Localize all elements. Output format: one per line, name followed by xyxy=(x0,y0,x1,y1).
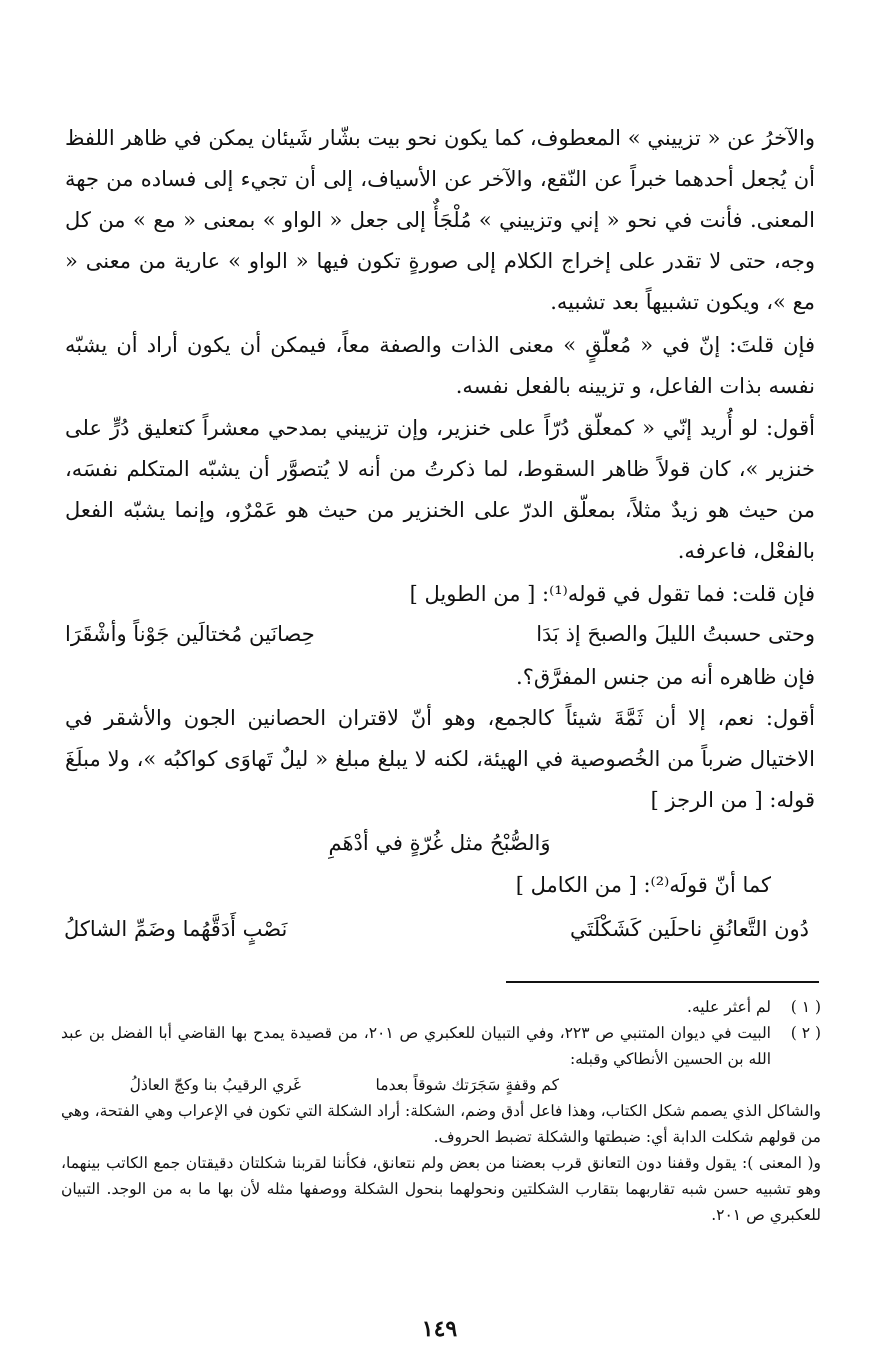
paragraph-3 xyxy=(65,408,815,572)
footnote-2 xyxy=(61,1020,821,1072)
footnote-separator xyxy=(506,981,819,983)
footnote-2-meaning: و( المعنى ): يقول وقفنا دون التعانق قرب بعضنا من بعض ولم نتعانق، فكأننا لقربنا شكلتان دقيقتان جمع الكاتب بينهما، وهو تشبيه حسن شبه تقاربهما بتقارب الشكلتين ونحولهما بنحول الشكلة ووصفها مثله لأن بها ما به من الوجد. التبيان للعكبري ص ٢٠١. xyxy=(61,1154,821,1224)
paragraph-1-text: والآخرُ عن « تزييني » المعطوف، كما يكون نحو بيت بشّار شَيئان يمكن في ظاهر اللفظ أن يُجعل أحدهما خبراً عن النّقع، والآخر عن الأسياف، إلى أن تجيء إلى فساده من جهة المعنى. فأنت في نحو « إني وتزييني » مُلْجَأٌ إلى جعل « الواو » بمعنى « مع » من كل وجه، حتى لا تقدر على إخراج الكلام إلى صورةٍ تكون فيها « الواو » عارية من معنى « مع »، ويكون تشبيهاً بعد تشبيه. xyxy=(65,126,815,314)
question-conclusion: فإن ظاهره أنه من جنس المفرَّق؟. xyxy=(516,665,815,689)
footnote-1-text: لم أعثر عليه. xyxy=(687,998,771,1016)
verse-3-first-hemistich: دُون التَّعانُقِ ناحلَين كَشَكْلَتَي xyxy=(569,917,809,941)
paragraph-4 xyxy=(65,698,815,821)
verse-1-first-hemistich: وحتى حسبتُ الليلَ والصبحَ إذ بَدَا xyxy=(536,622,815,646)
page-number: ١٤٩ xyxy=(421,1316,458,1342)
footnote-2-number: ( ٢ ) xyxy=(790,1024,821,1042)
verse-1 xyxy=(65,614,815,655)
verse-2: وَالصُّبْحُ مثل غُرّةٍ في أدْهَمِ xyxy=(328,831,551,855)
paragraph-2 xyxy=(65,325,815,407)
paragraph-3-text: أقول: لو أُريد إنّي « كمعلّق دُرّاً على خنزير، وإن تزييني بمدحي معشراً كتعليق دُرٍّ على خنزير »، كان قولاً ظاهر السقوط، لما ذكرتُ من أنه لا يُتصوَّر أن يشبّه المتكلم نفسَه، من حيث هو زيدٌ مثلاً، بمعلّق الدرّ على الخنزير من حيث هو عَمْرٌو، وإنما يشبّه الفعل بالفعْل، فاعرفه. xyxy=(65,416,815,563)
footnote-2-explanation: والشاكل الذي يصمم شكل الكتاب، وهذا فاعل أدق وضم، الشكلة: أراد الشكلة التي تكون في الإعراب وهي الفتحة، وهي من قولهم شكلت الدابة أي: ضبطتها والشكلة تضبط الحروف. xyxy=(61,1102,821,1146)
question-line-2: كما أنّ قولَه⁽²⁾: [ من الكامل ] xyxy=(515,873,771,897)
footnote-1 xyxy=(61,994,821,1020)
verse-1-second-hemistich: حِصانَين مُختالَين جَوْناً وأشْقَرَا xyxy=(65,622,315,646)
footnote-2-verse xyxy=(61,1072,821,1098)
footnote-2-verse-first-hemistich: كم وقفةٍ سَجَرَتك شوقاً بعدما xyxy=(375,1076,559,1094)
footnote-2-verse-second-hemistich: غَري الرقيبُ بنا وكجّ العاذلُ xyxy=(129,1076,301,1094)
footnotes xyxy=(61,994,821,1228)
paragraph-4-text: أقول: نعم، إلا أن ثَمَّةَ شيئاً كالجمع، وهو أنّ لاقتران الحصانين الجون والأشقر في الاختيال ضرباً من الخُصوصية في الهيئة، لكنه لا يبلغ مبلغ « ليلٌ تَهاوَى كواكبُه »، ولا مبلَغَ قوله: [ من الرجز ] xyxy=(65,706,815,812)
footnote-2-text: البيت في ديوان المتنبي ص ٢٢٣، وفي التبيان للعكبري ص ٢٠١، من قصيدة يمدح بها القاضي أبا الفضل بن عبد الله بن الحسين الأنطاكي وقبله: xyxy=(61,1024,771,1068)
verse-3 xyxy=(64,909,809,950)
paragraph-2-text: فإن قلتَ: إنّ في « مُعلّقٍ » معنى الذات والصفة معاً، فيمكن أن يكون أراد أن يشبّه نفسه بذات الفاعل، و تزيينه بالفعل نفسه. xyxy=(65,333,815,398)
paragraph-1 xyxy=(65,118,815,323)
verse-3-second-hemistich: نَصْبٍ أَدَقَّهُما وضَمِّ الشاكلُ xyxy=(64,917,288,941)
question-line-1: فإن قلت: فما تقول في قوله⁽¹⁾: [ من الطويل ] xyxy=(409,582,815,606)
footnote-1-number: ( ١ ) xyxy=(790,998,821,1016)
